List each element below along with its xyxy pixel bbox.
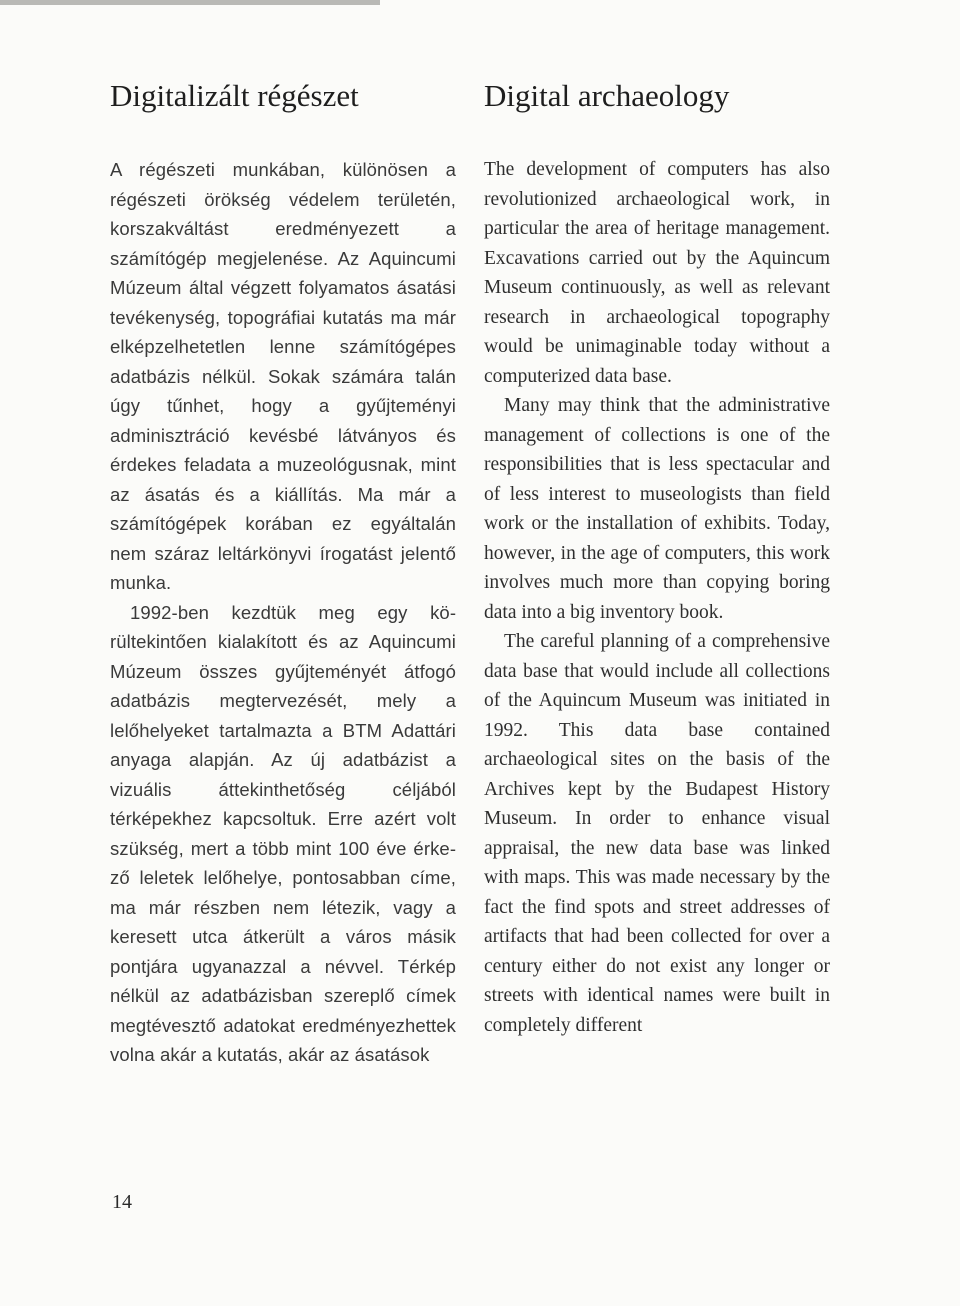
english-paragraph-2: Many may think that the administrative management of collections is one of the responsibilities that is less spectacular and of less interest to museologists than field work or the installation of exhibits. Today, however, in the age of computers, this work involves much more than copying boring data into a big inventory book. xyxy=(484,395,830,623)
hungarian-paragraph-2: 1992-ben kezdtük meg egy körültekintően kialakított és az Aquincumi Múzeum összes gyűjteményét átfogó adatbázis megtervezését, mely a lelőhelyeket tartalmazta a BTM Adattári anyaga alapján. Az új adatbázist a vizuális áttekinthetőség céljából térképekhez kapcsoltuk. Erre azért volt szükség, mert a több mint 100 éve érkező leletek lelőhelye, pontosabban címe, ma már részben nem létezik, vagy a keresett utca átkerült a város másik pontjára ugyanazzal a névvel. Térkép nélkül az adatbázisban szereplő címek megtévesztő adatokat eredményezhettek volna akár a kutatás, akár az ásatások xyxy=(110,601,456,1065)
english-paragraph-3: The careful planning of a comprehensive data base that would include all collections of the Aquincum Museum was initiated in 1992. This data base contained archaeological sites on the basis of the Archives kept by the Budapest History Museum. In order to enhance visual appraisal, the new data base was linked with maps. This was made necessary by the fact the find spots and street addresses of artifacts that had been collected for over a century either do not exist any longer or streets with identical names were built in completely different xyxy=(484,631,830,1036)
english-body xyxy=(484,155,830,1040)
hungarian-title: Digitalizált régészet xyxy=(110,78,359,113)
page-number: 14 xyxy=(112,1191,132,1213)
english-paragraph-1: The development of computers has also revolutionized archaeological work, in particular the area of heritage management. Excavations carried out by the Aquincum Museum continuously, as well as relevant research in archaeological topography would be unimaginable today without a computerized data base. xyxy=(484,159,830,387)
hungarian-paragraph-1: A régészeti munkában, különösen a régészeti örökség védelem területén, korszakváltást eredményezett a számítógép megjelenése. Az Aquincumi Múzeum által végzett folyamatos ásatási tevékenység, topográfiai kutatás ma már elképzelhetetlen lenne számítógépes adatbázis nélkül. Sokak számára talán úgy tűnhet, hogy a gyűjteményi adminisztráció kevésbé látványos és érdekes feladata a muzeológusnak, mint az ásatás és a kiállítás. Ma már a számítógépek korában ez egyáltalán nem száraz leltárkönyvi írogatást jelentő munka. xyxy=(110,159,456,593)
hungarian-body xyxy=(110,155,456,1070)
top-rule xyxy=(0,0,380,5)
english-title: Digital archaeology xyxy=(484,78,730,113)
